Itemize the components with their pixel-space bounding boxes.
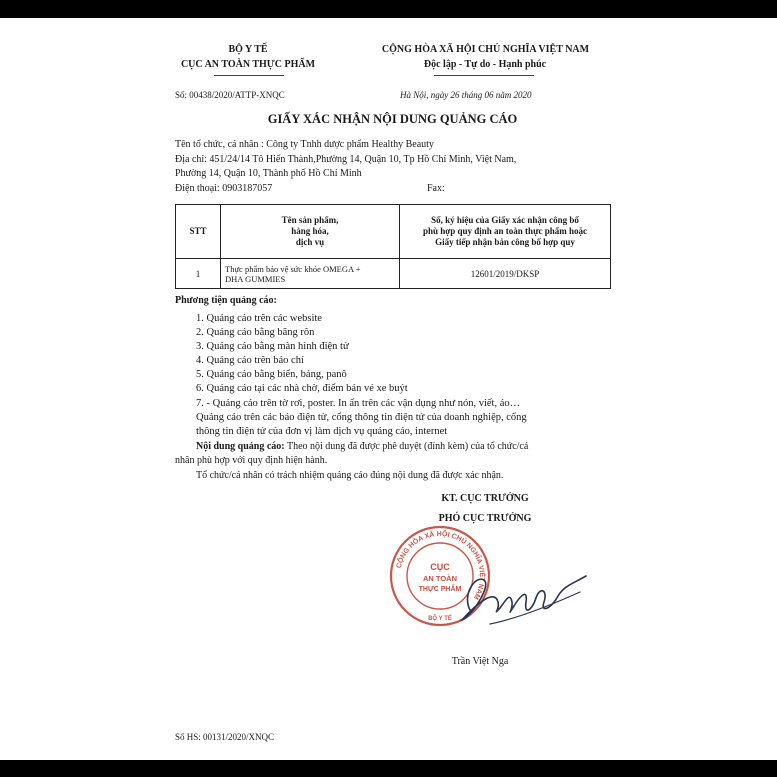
header-cert-line1: Số, ký hiệu của Giấy xác nhận công bố [431, 215, 579, 225]
header-right-rule [434, 75, 534, 76]
handwritten-signature [440, 540, 590, 640]
signatory-name: Trần Việt Nga [451, 656, 509, 667]
row-certificate: 12601/2019/DKSP [400, 259, 611, 289]
applicant-org: Tên tổ chức, cá nhân : Công ty Tnhh dược phẩm Healthy Beauty [175, 139, 434, 150]
header-certificate [400, 205, 611, 259]
media-item: 2. Quảng cáo bằng băng rôn [196, 327, 315, 338]
header-cert-line3: Giấy tiếp nhận bản công bố hợp quy [435, 237, 575, 247]
signatory-position: PHÓ CỤC TRƯỞNG [438, 513, 532, 524]
header-product-line1: Tên sản phẩm, [281, 215, 339, 225]
media-heading: Phương tiện quảng cáo: [175, 295, 277, 306]
stamp-line1: CỤC [430, 562, 450, 572]
responsibility-note: Tổ chức/cá nhân có trách nhiệm quảng cáo đúng nội dung đã được xác nhận. [196, 470, 504, 481]
stamp-line2: AN TOÀN [422, 574, 458, 583]
header-stt: STT [176, 205, 221, 259]
applicant-address-line1: Địa chỉ: 451/24/14 Tô Hiến Thành,Phường 14, Quận 10, Tp Hồ Chí Minh, Việt Nam, [175, 154, 517, 165]
document-number: Số: 00438/2020/ATTP-XNQC [175, 90, 285, 100]
stamp-bottom: BỘ Y TẾ [428, 616, 452, 622]
issue-date: Hà Nội, ngày 26 tháng 06 năm 2020 [400, 90, 532, 100]
media-item: 4. Quảng cáo trên báo chí [196, 355, 304, 366]
table-row [176, 259, 611, 289]
header-product-line2: hàng hóa, [291, 226, 329, 236]
national-motto: Độc lập - Tự do - Hạnh phúc [423, 59, 547, 70]
header-product-line3: dịch vụ [295, 237, 325, 247]
product-table [175, 204, 611, 289]
header-cert-line2: phù hợp quy định an toàn thực phẩm hoặc [423, 226, 587, 236]
content-label: Nội dung quảng cáo: [196, 441, 285, 452]
media-item: 3. Quảng cáo bằng màn hình điện tử [196, 341, 349, 352]
content-line2: nhân phù hợp với quy định hiện hành. [175, 455, 328, 466]
country-name: CỘNG HÒA XÃ HỘI CHỦ NGHĨA VIỆT NAM [381, 44, 590, 55]
media-item: 5. Quảng cáo bằng biển, bảng, panô [196, 369, 347, 380]
table-header-row [176, 205, 611, 259]
content-text: Theo nội dung đã được phê duyệt (đính kèm) của tổ chức/cá [284, 441, 529, 452]
media-item: 6. Quảng cáo tại các nhà chờ, điểm bán vé xe buýt [196, 383, 408, 394]
header-left-rule [214, 75, 284, 76]
media-item: 7. - Quảng cáo trên tờ rơi, poster. In ấn trên các vận dụng như nón, viết, áo… [196, 398, 521, 409]
dossier-number: Số HS: 00131/2020/XNQC [175, 732, 275, 742]
applicant-fax: Fax: [427, 183, 445, 194]
row-product [221, 259, 400, 289]
stamp-ring-text: CỘNG HÒA XÃ HỘI CHỦ NGHĨA VIỆT NAM [395, 530, 486, 601]
content-line1 [196, 441, 528, 452]
row-product-line1: Thực phẩm bảo vệ sức khỏe OMEGA + [225, 263, 361, 274]
header-product [221, 205, 400, 259]
stamp-line3: THỰC PHẨM [418, 586, 462, 593]
applicant-phone: Điện thoại: 0903187057 [175, 183, 273, 194]
signature-graphic [440, 540, 590, 640]
media-extra-line1: Quảng cáo trên các báo điện tử, cổng thông tin điện tử của doanh nghiệp, cổng [196, 412, 527, 423]
signatory-title: KT. CỤC TRƯỞNG [441, 493, 529, 504]
media-extra-line2: thông tin điện tử của đơn vị làm dịch vụ quảng cáo, internet [196, 426, 448, 437]
ministry-name: BỘ Y TẾ [228, 44, 268, 55]
agency-name: CỤC AN TOÀN THỰC PHẨM [180, 59, 316, 70]
applicant-address-line2: Phường 14, Quận 10, Thành phố Hồ Chí Minh [175, 168, 362, 179]
media-item: 1. Quảng cáo trên các website [196, 313, 322, 324]
document-title: GIẤY XÁC NHẬN NỘI DUNG QUẢNG CÁO [267, 112, 518, 126]
row-stt: 1 [176, 259, 221, 289]
document-page [0, 18, 777, 760]
row-product-line2: DHA GUMMIES [225, 273, 286, 284]
